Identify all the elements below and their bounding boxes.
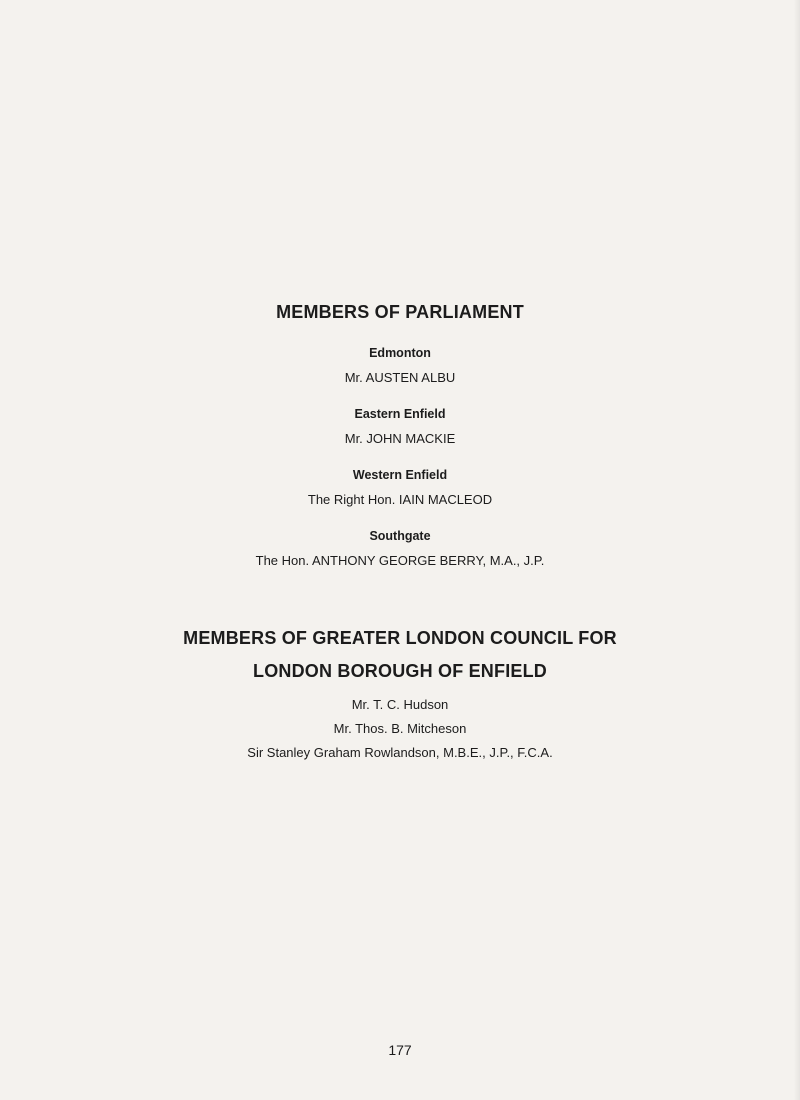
page-edge-shadow [794,0,800,1100]
glc-heading-line-1: MEMBERS OF GREATER LONDON COUNCIL FOR [183,628,617,648]
mp-name: Mr. AUSTEN ALBU [344,370,456,385]
constituency-name: Southgate [369,529,431,543]
mp-name: Mr. JOHN MACKIE [344,431,456,446]
glc-heading-line-2: LONDON BOROUGH OF ENFIELD [253,661,547,681]
constituency-name: Edmonton [369,346,431,360]
constituency-name: Western Enfield [352,468,448,482]
glc-member-name: Mr. T. C. Hudson [351,697,449,712]
constituency-name: Eastern Enfield [354,407,446,421]
glc-member-name: Sir Stanley Graham Rowlandson, M.B.E., J.P., F.C.A. [247,745,553,760]
page-number: 177 [388,1042,412,1058]
mp-name: The Right Hon. IAIN MACLEOD [307,492,493,507]
glc-member-name: Mr. Thos. B. Mitcheson [333,721,467,736]
mp-name: The Hon. ANTHONY GEORGE BERRY, M.A., J.P. [255,553,545,568]
parliament-heading: MEMBERS OF PARLIAMENT [276,302,524,322]
